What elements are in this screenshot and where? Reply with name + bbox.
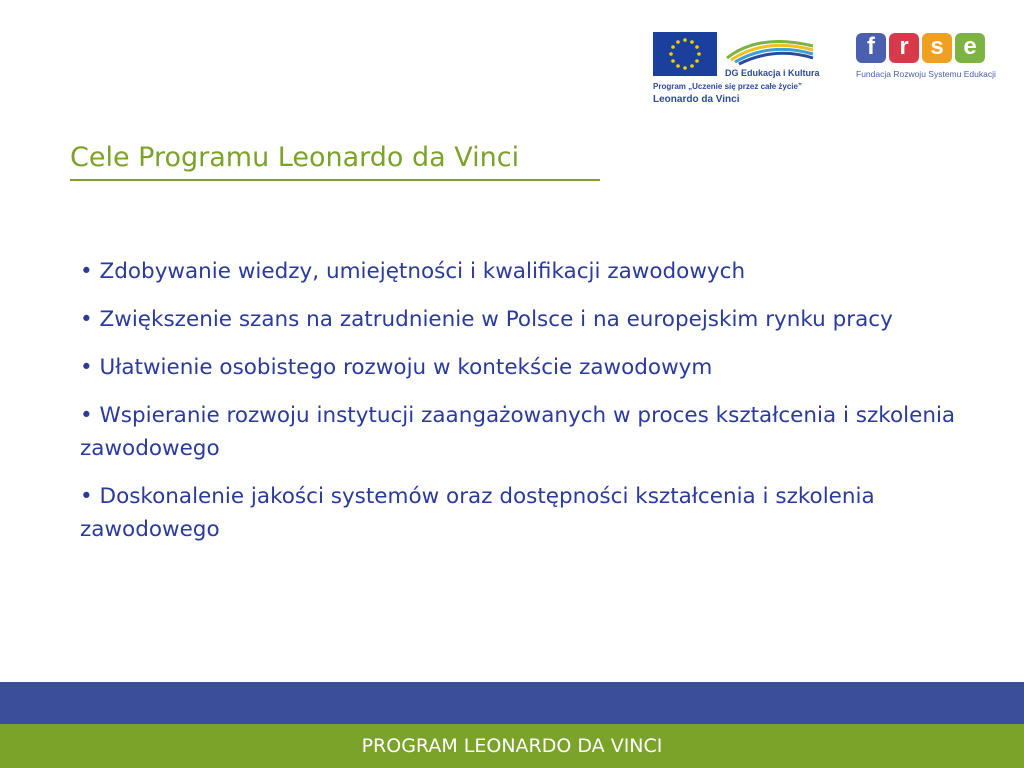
frse-logo	[856, 33, 996, 93]
footer-blue-band	[0, 682, 1024, 724]
eu-logo-line-1: DG Edukacja i Kultura	[725, 68, 820, 78]
list-item: • Wspieranie rozwoju instytucji zaangażowanych w proces kształcenia i szkolenia zawodowego	[80, 403, 956, 461]
frse-letter-r: r	[889, 33, 919, 63]
eu-stars-icon	[653, 32, 717, 76]
eu-flag-icon	[653, 32, 717, 76]
frse-letter-s: s	[922, 33, 952, 63]
slide-title: Cele Programu Leonardo da Vinci	[70, 142, 520, 173]
frse-letter-e: e	[955, 33, 985, 63]
goals-list	[80, 255, 980, 561]
footer-title: PROGRAM LEONARDO DA VINCI	[361, 735, 663, 757]
eu-logo-line-2: Program „Uczenie się przez całe życie”	[653, 82, 802, 91]
list-item: • Ułatwienie osobistego rozwoju w kontekście zawodowym	[80, 355, 713, 380]
frse-letter-f: f	[856, 33, 886, 63]
title-underline	[70, 179, 600, 181]
list-item: • Doskonalenie jakości systemów oraz dostępności kształcenia i szkolenia zawodowego	[80, 484, 875, 542]
eu-logo-line-3: Leonardo da Vinci	[653, 94, 740, 105]
frse-caption: Fundacja Rozwoju Systemu Edukacji	[856, 69, 996, 79]
eu-leonardo-logo	[653, 30, 823, 110]
list-item: • Zwiększenie szans na zatrudnienie w Polsce i na europejskim rynku pracy	[80, 307, 893, 332]
list-item: • Zdobywanie wiedzy, umiejętności i kwalifikacji zawodowych	[80, 259, 746, 284]
